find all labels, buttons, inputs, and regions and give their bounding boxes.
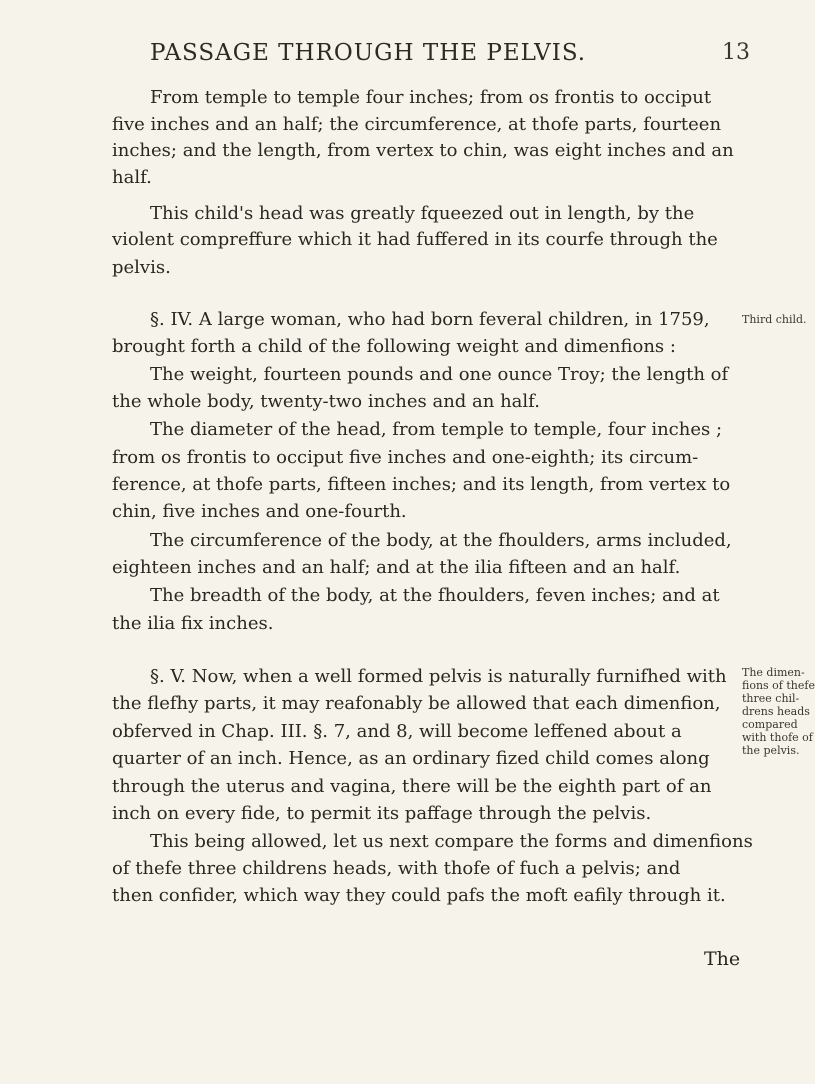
body-line: This being allowed, let us next compare the forms and dimenfions bbox=[150, 831, 753, 852]
margin-note-dimensions: fions of thefe bbox=[742, 679, 815, 692]
body-line: of thefe three childrens heads, with thofe of fuch a pelvis; and bbox=[112, 858, 681, 879]
body-line: the whole body, twenty-two inches and an half. bbox=[112, 391, 540, 412]
margin-note-dimensions: drens heads bbox=[742, 705, 810, 718]
body-line: eighteen inches and an half; and at the ilia fifteen and an half. bbox=[112, 557, 681, 578]
body-line: The breadth of the body, at the fhoulders, feven inches; and at bbox=[150, 585, 720, 606]
body-line: This child's head was greatly fqueezed out in length, by the bbox=[150, 203, 695, 224]
margin-note-dimensions: compared bbox=[742, 718, 798, 731]
running-title: PASSAGE THROUGH THE PELVIS. bbox=[150, 40, 587, 66]
body-line: §. V. Now, when a well formed pelvis is naturally furnifhed with bbox=[150, 666, 727, 687]
body-line: From temple to temple four inches; from os frontis to occiput bbox=[150, 87, 712, 108]
body-line: violent compreffure which it had fuffered in its courfe through the bbox=[112, 229, 718, 250]
body-line: The diameter of the head, from temple to temple, four inches ; bbox=[150, 419, 723, 440]
body-line: pelvis. bbox=[112, 257, 171, 278]
margin-note-third-child: Third child. bbox=[742, 313, 807, 326]
margin-note-dimensions: the pelvis. bbox=[742, 744, 800, 757]
body-line: §. IV. A large woman, who had born feveral children, in 1759, bbox=[150, 309, 710, 330]
catchword: The bbox=[704, 948, 741, 970]
margin-note-dimensions: with thofe of bbox=[742, 731, 813, 744]
body-line: the ilia fix inches. bbox=[112, 613, 274, 634]
margin-note-dimensions: The dimen- bbox=[742, 666, 805, 679]
body-line: obferved in Chap. III. §. 7, and 8, will become leffened about a bbox=[112, 721, 682, 742]
body-line: five inches and an half; the circumference, at thofe parts, fourteen bbox=[112, 114, 722, 135]
page-number: 13 bbox=[722, 40, 750, 65]
body-line: inch on every fide, to permit its paffage through the pelvis. bbox=[112, 803, 652, 824]
body-line: chin, five inches and one-fourth. bbox=[112, 501, 407, 522]
body-line: The circumference of the body, at the fhoulders, arms included, bbox=[150, 530, 732, 551]
body-line: from os frontis to occiput five inches and one-eighth; its circum- bbox=[112, 447, 699, 468]
body-line: The weight, fourteen pounds and one ounce Troy; the length of bbox=[150, 364, 729, 385]
body-line: the flefhy parts, it may reafonably be allowed that each dimenfion, bbox=[112, 693, 721, 714]
body-line: then confider, which way they could pafs the moft eafily through it. bbox=[112, 885, 726, 906]
body-line: half. bbox=[112, 167, 152, 188]
body-line: ference, at thofe parts, fifteen inches; and its length, from vertex to bbox=[112, 474, 731, 495]
body-line: through the uterus and vagina, there will be the eighth part of an bbox=[112, 776, 712, 797]
body-line: quarter of an inch. Hence, as an ordinary fized child comes along bbox=[112, 748, 710, 769]
body-line: inches; and the length, from vertex to chin, was eight inches and an bbox=[112, 140, 734, 161]
margin-note-dimensions: three chil- bbox=[742, 692, 800, 705]
body-line: brought forth a child of the following weight and dimenfions : bbox=[112, 336, 676, 357]
